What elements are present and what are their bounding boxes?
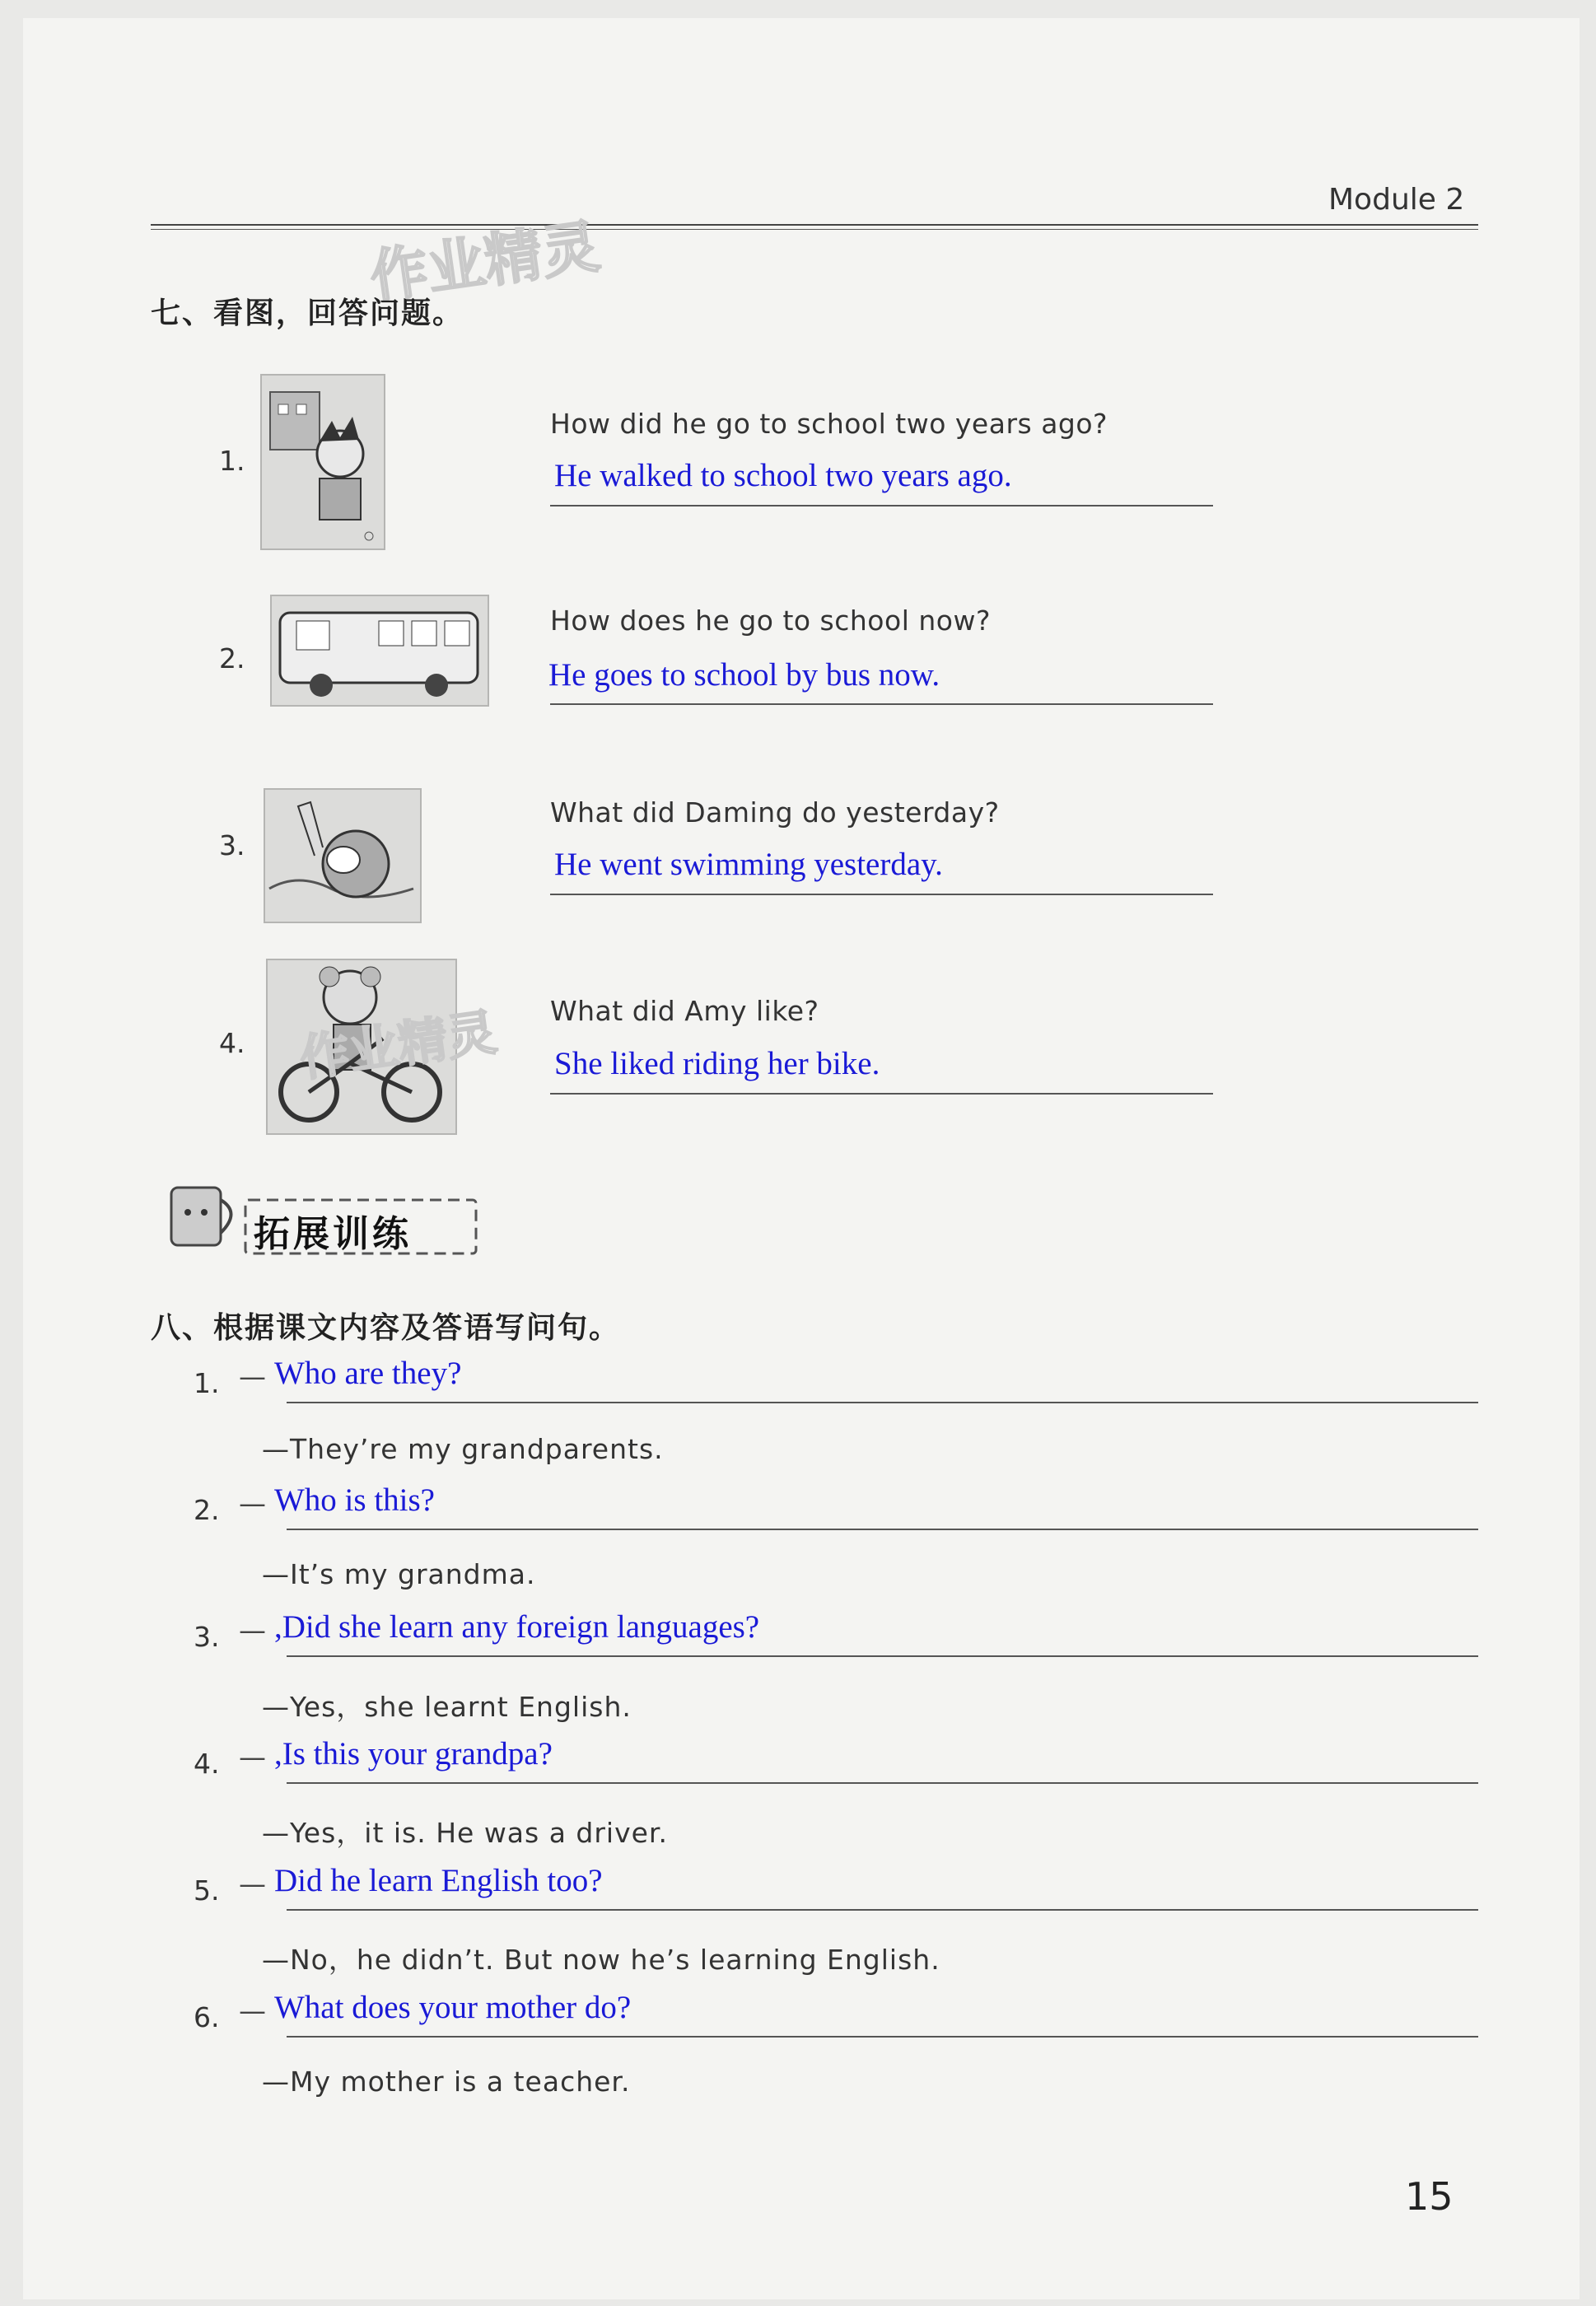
write-line-1 — [287, 1402, 1478, 1403]
question-1: How did he go to school two years ago? — [550, 408, 1108, 440]
answer-line-4 — [550, 1093, 1213, 1095]
question-3: What did Daming do yesterday? — [550, 796, 1000, 829]
module-heading: Module 2 — [1328, 183, 1465, 217]
question-4: What did Amy like? — [550, 995, 819, 1027]
item-number: 2. — [194, 1494, 220, 1526]
item-number: 6. — [194, 2001, 220, 2033]
watermark-logo: 作业精灵 — [366, 212, 604, 312]
reply-6: —My mother is a teacher. — [262, 2066, 631, 2098]
written-question-6: What does your mother do? — [274, 1990, 632, 2025]
answer-1: He walked to school two years ago. — [554, 458, 1012, 493]
header-rule — [151, 224, 1478, 226]
written-question-5: Did he learn English too? — [274, 1863, 603, 1898]
item-number: 4. — [219, 1027, 245, 1059]
boy-walking-to-school-picture — [260, 374, 385, 550]
header-rule-thin — [151, 229, 1478, 230]
boy-swimming-picture — [264, 788, 422, 923]
item-number: 3. — [219, 829, 245, 861]
written-question-2: Who is this? — [274, 1482, 435, 1518]
watermark-logo: 作业精灵 — [296, 1003, 501, 1089]
reply-5: —No，he didn’t. But now he’s learning English. — [262, 1944, 940, 1976]
written-question-3: ,Did she learn any foreign languages? — [274, 1609, 760, 1645]
dash: — — [239, 1995, 266, 2027]
item-number: 2. — [219, 642, 245, 675]
write-line-4 — [287, 1782, 1478, 1784]
workbook-page — [23, 18, 1580, 2299]
dash: — — [239, 1361, 266, 1393]
section-8-title: 八、根据课文内容及答语写问句。 — [151, 1311, 621, 1345]
write-line-5 — [287, 1909, 1478, 1911]
section-7-title: 七、看图，回答问题。 — [151, 296, 464, 330]
item-number: 5. — [194, 1874, 220, 1907]
extension-banner-label: 拓展训练 — [254, 1213, 412, 1255]
item-number: 4. — [194, 1748, 220, 1780]
bus-picture — [270, 595, 489, 707]
dash: — — [239, 1614, 266, 1646]
write-line-2 — [287, 1529, 1478, 1530]
reply-4: —Yes，it is. He was a driver. — [262, 1817, 668, 1849]
write-line-6 — [287, 2036, 1478, 2038]
write-line-3 — [287, 1655, 1478, 1657]
item-number: 3. — [194, 1621, 220, 1653]
question-2: How does he go to school now? — [550, 605, 991, 637]
page-number: 15 — [1405, 2174, 1454, 2219]
written-question-1: Who are they? — [274, 1356, 462, 1391]
dash: — — [239, 1741, 266, 1773]
answer-line-3 — [550, 894, 1213, 895]
answer-4: She liked riding her bike. — [554, 1046, 880, 1081]
answer-2: He goes to school by bus now. — [548, 657, 940, 693]
reply-3: —Yes，she learnt English. — [262, 1691, 632, 1723]
answer-3: He went swimming yesterday. — [554, 847, 943, 882]
answer-line-2 — [550, 703, 1213, 705]
answer-line-1 — [550, 505, 1213, 506]
written-question-4: ,Is this your grandpa? — [274, 1736, 553, 1772]
item-number: 1. — [194, 1367, 220, 1399]
item-number: 1. — [219, 445, 245, 477]
extension-banner — [155, 1171, 484, 1262]
dash: — — [239, 1868, 266, 1900]
reply-1: —They’re my grandparents. — [262, 1433, 664, 1465]
dash: — — [239, 1487, 266, 1519]
reply-2: —It’s my grandma. — [262, 1558, 536, 1590]
